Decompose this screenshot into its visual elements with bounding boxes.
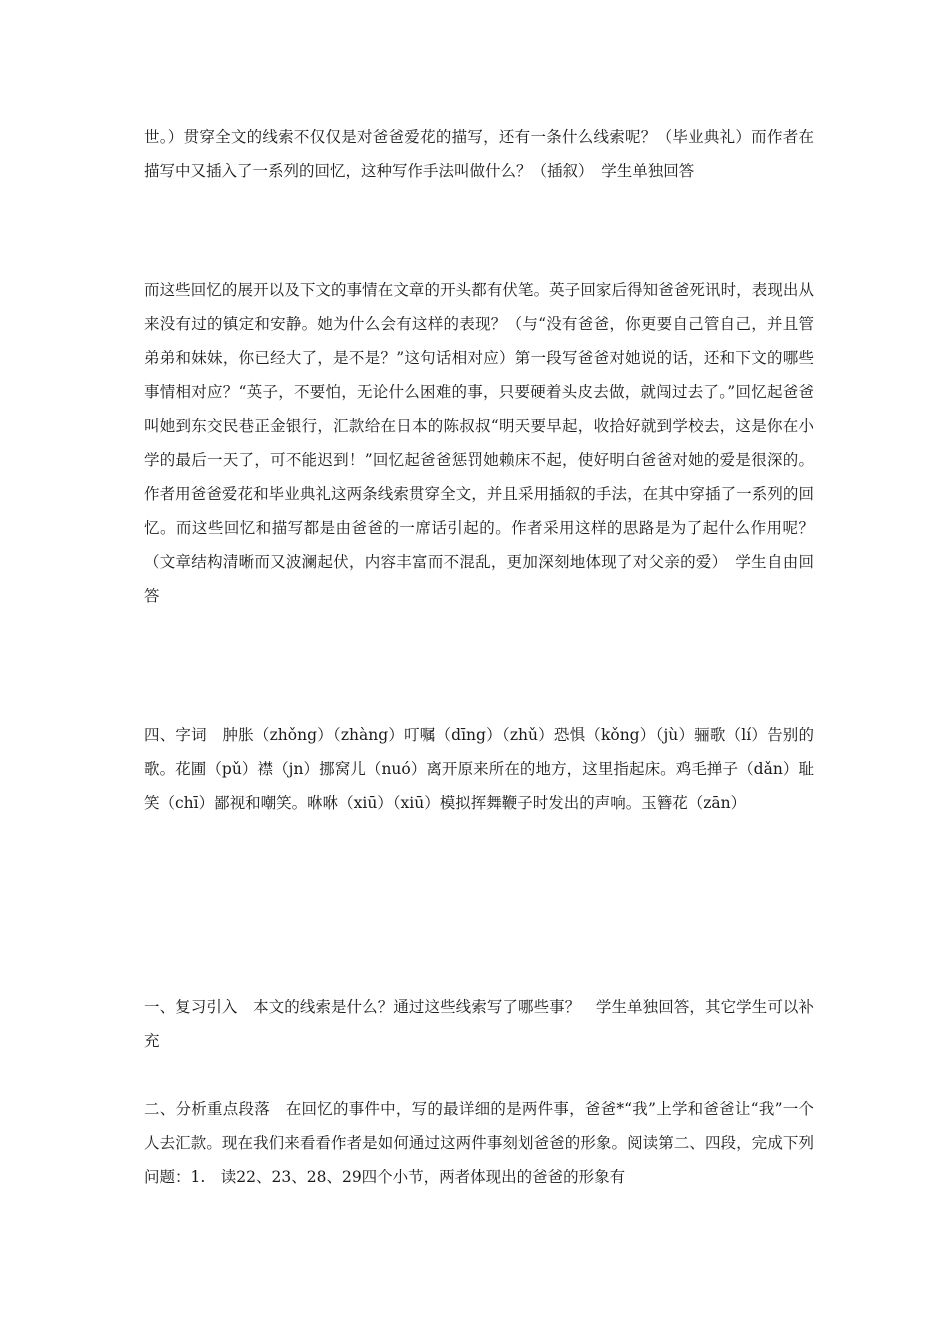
paragraph-foreshadowing-analysis: 而这些回忆的展开以及下文的事情在文章的开头都有伏笔。英子回家后得知爸爸死讯时，表现出从来没有过的镇定和安静。她为什么会有这样的表现？（与“没有爸爸，你更要自己管自己，并且管弟弟和妹妹，你已经大了，是不是？”这句话相对应）第一段写爸爸对她说的话，还和下文的哪些事情相对应？“英子，不要怕，无论什么困难的事，只要硬着头皮去做，就闯过去了。”回忆起爸爸叫她到东交民巷正金银行，汇款给在日本的陈叔叔“明天要早起，收拾好就到学校去，这是你在小学的最后一天了，可不能迟到！”回忆起爸爸惩罚她赖床不起，使好明白爸爸对她的爱是很深的。作者用爸爸爱花和毕业典礼这两条线索贯穿全文，并且采用插叙的手法，在其中穿插了一系列的回忆。而这些回忆和描写都是由爸爸的一席话引起的。作者采用这样的思路是为了起什么作用呢？（文章结构清晰而又波澜起伏，内容丰富而不混乱，更加深刻地体现了对父亲的爱） 学生自由回答 <box>144 281 814 605</box>
paragraph-vocabulary: 四、字词 肿胀（zhǒng）（zhàng）叮嘱（dīng）（zhǔ）恐惧（kǒng）（jù）骊歌（lí）告别的歌。花圃（pǔ）襟（jn）挪窝儿（nuó）离开原来所在的地方，这里指起床。鸡毛掸子（dǎn）耻笑（chī）鄙视和嘲笑。咻咻（xiū）（xiū）模拟挥舞鞭子时发出的声响。玉簪花（zān） <box>144 726 814 812</box>
paragraph-key-section-analysis: 二、分析重点段落 在回忆的事件中，写的最详细的是两件事，爸爸*“我”上学和爸爸让“我”一个人去汇款。现在我们来看看作者是如何通过这两件事刻划爸爸的形象。阅读第二、四段，完成下列问题：1. 读22、23、28、29四个小节，两者体现出的爸爸的形象有 <box>144 1100 814 1186</box>
paragraph-clue-and-flashback: 世。）贯穿全文的线索不仅仅是对爸爸爱花的描写，还有一条什么线索呢？（毕业典礼）而作者在描写中又插入了一系列的回忆，这种写作手法叫做什么？（插叙） 学生单独回答 <box>144 128 814 180</box>
paragraph-review-intro: 一、复习引入 本文的线索是什么？通过这些线索写了哪些事？ 学生单独回答，其它学生可以补充 <box>144 998 814 1050</box>
